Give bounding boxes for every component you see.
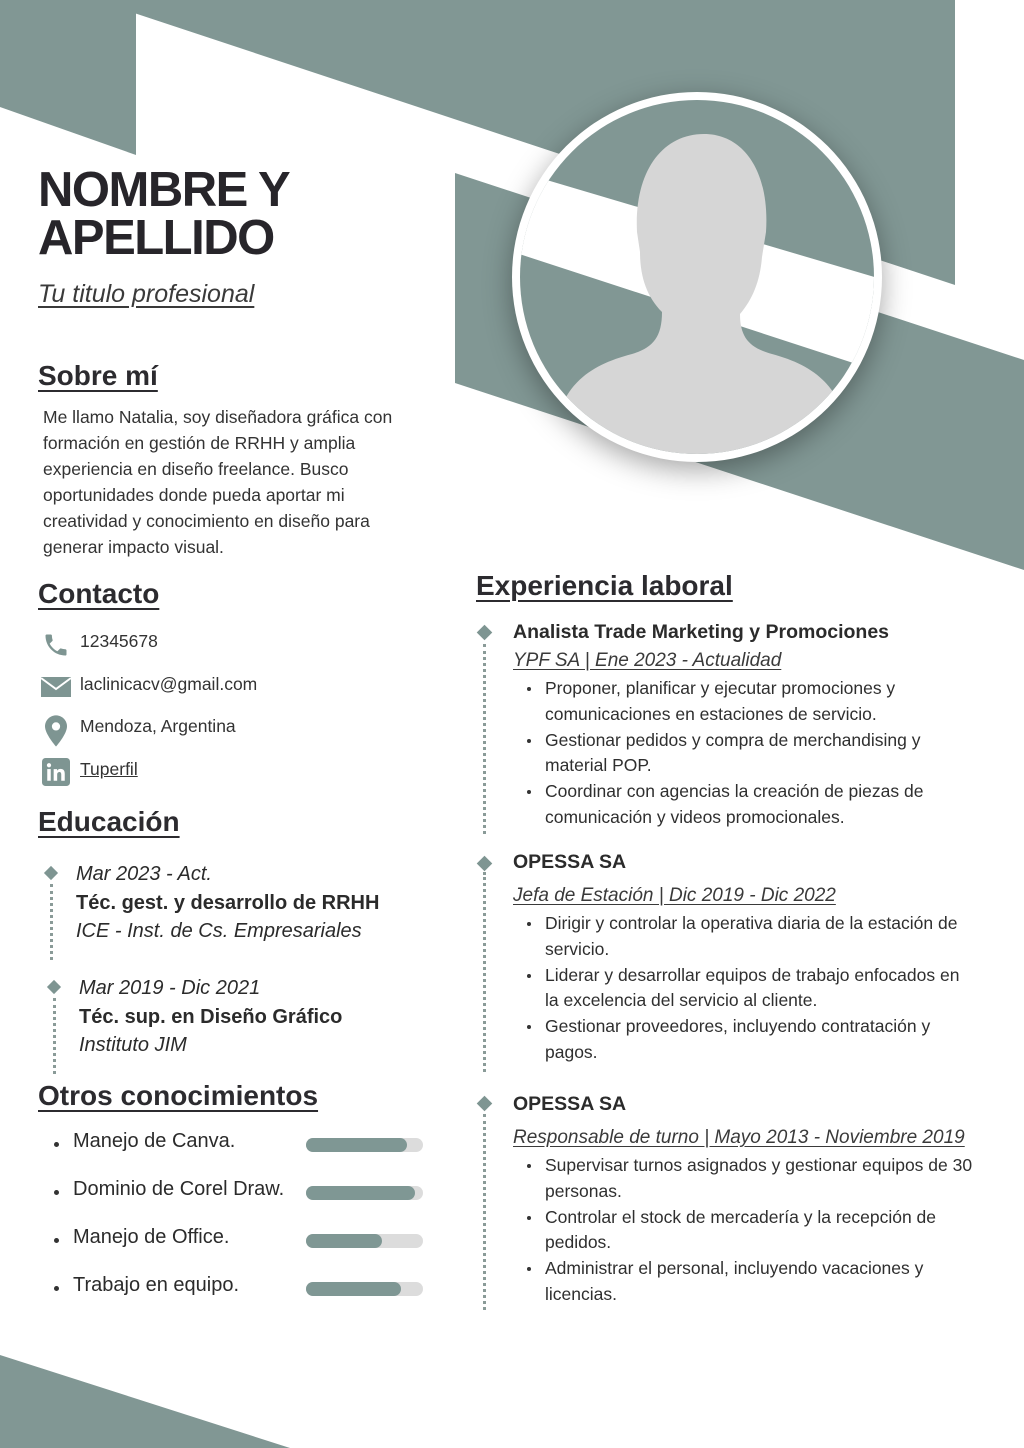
education-date: Mar 2023 - Act. [76, 863, 212, 885]
job-bullet: Proponer, planificar y ejecutar promociones y comunicaciones en estaciones de servicio. [513, 676, 975, 728]
education-heading: Educación [38, 806, 180, 837]
bottom-left-shape [0, 1355, 290, 1448]
job-title: OPESSA SA [513, 1093, 627, 1115]
skill-item [52, 1274, 432, 1304]
job-entry [513, 851, 975, 1066]
profile-photo [512, 92, 882, 462]
contact-location [40, 715, 236, 749]
contact-linkedin[interactable] [40, 758, 138, 792]
timeline-line [50, 884, 53, 960]
education-date: Mar 2019 - Dic 2021 [79, 977, 261, 999]
bullet-icon [54, 1238, 59, 1243]
skill-bar [306, 1234, 423, 1248]
job-bullet: Liderar y desarrollar equipos de trabajo enfocados en la excelencia del servicio al cliente. [513, 963, 975, 1015]
skill-bar [306, 1186, 423, 1200]
experience-heading: Experiencia laboral [476, 570, 733, 601]
phone-icon [40, 630, 72, 660]
location-pin-icon [40, 715, 72, 745]
job-subtitle: Jefa de Estación | Dic 2019 - Dic 2022 [513, 885, 836, 906]
job-title: OPESSA SA [513, 851, 627, 873]
timeline-line [483, 872, 486, 1072]
top-left-shape [0, 0, 136, 155]
phone-number: 12345678 [80, 631, 158, 651]
job-bullet: Dirigir y controlar la operativa diaria de la estación de servicio. [513, 911, 975, 963]
skill-item [52, 1226, 432, 1256]
skill-bar [306, 1282, 423, 1296]
skill-item [52, 1130, 432, 1160]
bullet-icon [54, 1190, 59, 1195]
linkedin-icon [40, 758, 72, 788]
job-subtitle: YPF SA | Ene 2023 - Actualidad [513, 650, 782, 671]
skill-bar-fill [306, 1186, 415, 1200]
skill-bar-fill [306, 1282, 401, 1296]
education-institution: Instituto JIM [79, 1034, 187, 1056]
bullet-icon [54, 1142, 59, 1147]
education-degree: Téc. gest. y desarrollo de RRHH [76, 891, 380, 914]
skill-bar [306, 1138, 423, 1152]
job-bullet: Supervisar turnos asignados y gestionar equipos de 30 personas. [513, 1153, 975, 1205]
name-line-2: APELLIDO [38, 211, 274, 265]
timeline-line [483, 1114, 486, 1310]
education-degree: Téc. sup. en Diseño Gráfico [79, 1005, 343, 1028]
job-title: Analista Trade Marketing y Promociones [513, 621, 890, 643]
timeline-line [53, 998, 56, 1074]
name-line-1: NOMBRE Y [38, 163, 290, 217]
skill-label: Manejo de Office. [73, 1226, 230, 1248]
job-bullet: Gestionar pedidos y compra de merchandising y material POP. [513, 728, 975, 780]
skill-bar-fill [306, 1138, 407, 1152]
skill-label: Manejo de Canva. [73, 1130, 236, 1152]
contact-email[interactable] [40, 673, 257, 707]
skill-bar-fill [306, 1234, 382, 1248]
professional-title: Tu titulo profesional [38, 280, 255, 308]
linkedin-link[interactable]: Tuperfil [80, 759, 138, 779]
about-heading: Sobre mí [38, 360, 158, 391]
email-address: laclinicacv@gmail.com [80, 674, 258, 694]
location-text: Mendoza, Argentina [80, 716, 236, 736]
skill-label: Dominio de Corel Draw. [73, 1178, 285, 1200]
about-text: Me llamo Natalia, soy diseñadora gráfica con formación en gestión de RRHH y amplia experiencia en diseño freelance. Busco oportunidades donde pueda aportar mi creatividad y conocimiento en diseño para generar impacto visual. [43, 407, 393, 557]
contact-heading: Contacto [38, 578, 160, 609]
job-bullet: Coordinar con agencias la creación de piezas de comunicación y videos promocionales. [513, 779, 975, 831]
skill-label: Trabajo en equipo. [73, 1274, 240, 1296]
full-name [38, 163, 290, 265]
timeline-line [483, 644, 486, 834]
mail-icon [40, 673, 72, 703]
contact-phone[interactable] [40, 630, 158, 664]
job-bullet: Gestionar proveedores, incluyendo contratación y pagos. [513, 1014, 975, 1066]
job-bullet: Administrar el personal, incluyendo vacaciones y licencias. [513, 1256, 975, 1308]
job-entry [513, 621, 975, 831]
education-institution: ICE - Inst. de Cs. Empresariales [76, 920, 362, 942]
skills-heading: Otros conocimientos [38, 1080, 319, 1111]
job-bullet: Controlar el stock de mercadería y la recepción de pedidos. [513, 1205, 975, 1257]
bullet-icon [54, 1286, 59, 1291]
job-entry [513, 1093, 975, 1308]
job-subtitle: Responsable de turno | Mayo 2013 - Noviembre 2019 [513, 1127, 965, 1148]
skill-item [52, 1178, 432, 1208]
